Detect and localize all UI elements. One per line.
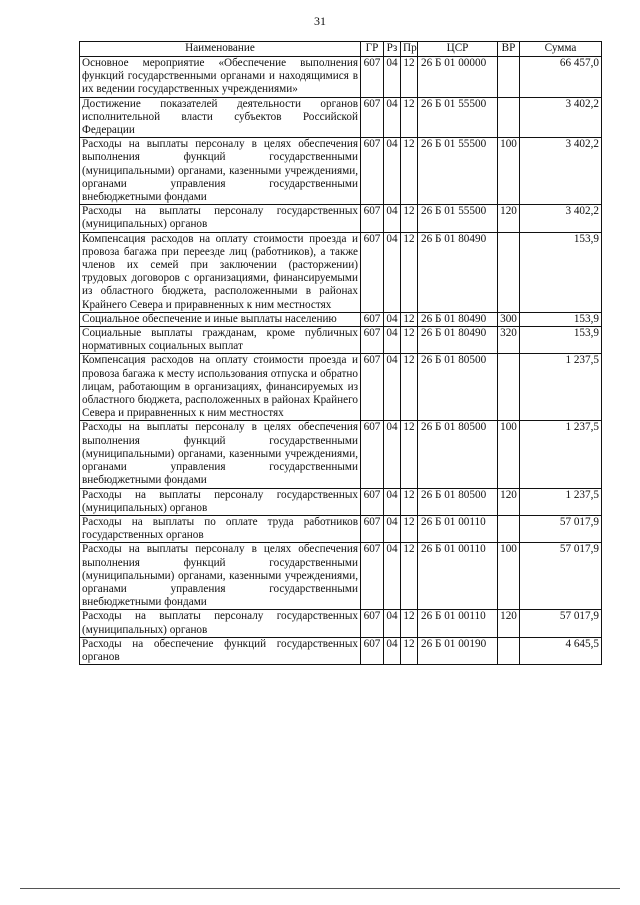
cell-name: Расходы на выплаты по оплате труда работников государственных органов bbox=[80, 515, 361, 542]
column-header-name: Наименование bbox=[80, 42, 361, 57]
cell-pr: 12 bbox=[401, 488, 418, 515]
table-row bbox=[80, 327, 602, 354]
table-body bbox=[80, 57, 602, 665]
cell-rz: 04 bbox=[384, 312, 401, 326]
table-row bbox=[80, 138, 602, 205]
cell-vr bbox=[498, 97, 520, 138]
cell-pr: 12 bbox=[401, 232, 418, 312]
cell-rz: 04 bbox=[384, 97, 401, 138]
cell-rz: 04 bbox=[384, 57, 401, 98]
cell-sum: 57 017,9 bbox=[520, 610, 602, 637]
cell-sum: 1 237,5 bbox=[520, 421, 602, 488]
cell-pr: 12 bbox=[401, 57, 418, 98]
cell-csr: 26 Б 01 00110 bbox=[418, 515, 498, 542]
cell-pr: 12 bbox=[401, 354, 418, 421]
cell-sum: 4 645,5 bbox=[520, 637, 602, 664]
cell-sum: 153,9 bbox=[520, 232, 602, 312]
cell-vr: 100 bbox=[498, 138, 520, 205]
cell-gr: 607 bbox=[361, 232, 384, 312]
cell-vr: 100 bbox=[498, 543, 520, 610]
header-row bbox=[80, 42, 602, 57]
cell-pr: 12 bbox=[401, 97, 418, 138]
table-row bbox=[80, 610, 602, 637]
column-header-gr: ГР bbox=[361, 42, 384, 57]
cell-csr: 26 Б 01 80490 bbox=[418, 312, 498, 326]
cell-vr: 120 bbox=[498, 205, 520, 232]
cell-gr: 607 bbox=[361, 354, 384, 421]
table-row bbox=[80, 515, 602, 542]
cell-csr: 26 Б 01 00190 bbox=[418, 637, 498, 664]
cell-csr: 26 Б 01 55500 bbox=[418, 205, 498, 232]
cell-sum: 3 402,2 bbox=[520, 205, 602, 232]
footer-divider bbox=[20, 888, 620, 889]
cell-csr: 26 Б 01 80500 bbox=[418, 421, 498, 488]
cell-gr: 607 bbox=[361, 97, 384, 138]
cell-rz: 04 bbox=[384, 543, 401, 610]
cell-csr: 26 Б 01 80500 bbox=[418, 354, 498, 421]
cell-csr: 26 Б 01 00110 bbox=[418, 610, 498, 637]
cell-sum: 1 237,5 bbox=[520, 354, 602, 421]
cell-sum: 3 402,2 bbox=[520, 97, 602, 138]
cell-name: Расходы на выплаты персоналу в целях обеспечения выполнения функций государственными (муниципальными) органами, казенными учреждениями, органами управления государственными внебюджетными фондами bbox=[80, 138, 361, 205]
column-header-csr: ЦСР bbox=[418, 42, 498, 57]
table-header bbox=[80, 42, 602, 57]
cell-name: Основное мероприятие «Обеспечение выполнения функций государственными органами и находящимися в их ведении государственных учреждениями» bbox=[80, 57, 361, 98]
column-header-pr: Пр bbox=[401, 42, 418, 57]
cell-sum: 153,9 bbox=[520, 327, 602, 354]
cell-vr: 320 bbox=[498, 327, 520, 354]
cell-vr bbox=[498, 637, 520, 664]
cell-rz: 04 bbox=[384, 232, 401, 312]
column-header-sum: Сумма bbox=[520, 42, 602, 57]
cell-gr: 607 bbox=[361, 57, 384, 98]
budget-table bbox=[79, 41, 602, 665]
cell-sum: 3 402,2 bbox=[520, 138, 602, 205]
cell-rz: 04 bbox=[384, 327, 401, 354]
cell-rz: 04 bbox=[384, 637, 401, 664]
cell-rz: 04 bbox=[384, 610, 401, 637]
cell-name: Расходы на выплаты персоналу государственных (муниципальных) органов bbox=[80, 610, 361, 637]
cell-name: Социальные выплаты гражданам, кроме публичных нормативных социальных выплат bbox=[80, 327, 361, 354]
cell-gr: 607 bbox=[361, 543, 384, 610]
cell-gr: 607 bbox=[361, 637, 384, 664]
cell-rz: 04 bbox=[384, 421, 401, 488]
cell-sum: 66 457,0 bbox=[520, 57, 602, 98]
cell-sum: 153,9 bbox=[520, 312, 602, 326]
column-header-vr: ВР bbox=[498, 42, 520, 57]
cell-csr: 26 Б 01 80490 bbox=[418, 327, 498, 354]
cell-pr: 12 bbox=[401, 205, 418, 232]
table-row bbox=[80, 354, 602, 421]
cell-pr: 12 bbox=[401, 138, 418, 205]
cell-rz: 04 bbox=[384, 354, 401, 421]
cell-csr: 26 Б 01 80500 bbox=[418, 488, 498, 515]
table-row bbox=[80, 97, 602, 138]
page-number: 31 bbox=[314, 14, 326, 28]
cell-csr: 26 Б 01 00110 bbox=[418, 543, 498, 610]
cell-vr: 100 bbox=[498, 421, 520, 488]
table-row bbox=[80, 312, 602, 326]
cell-csr: 26 Б 01 00000 bbox=[418, 57, 498, 98]
cell-vr: 300 bbox=[498, 312, 520, 326]
cell-csr: 26 Б 01 80490 bbox=[418, 232, 498, 312]
cell-name: Достижение показателей деятельности органов исполнительной власти субъектов Российской Федерации bbox=[80, 97, 361, 138]
cell-pr: 12 bbox=[401, 312, 418, 326]
cell-name: Расходы на обеспечение функций государственных органов bbox=[80, 637, 361, 664]
table-row bbox=[80, 488, 602, 515]
table-row bbox=[80, 232, 602, 312]
cell-gr: 607 bbox=[361, 610, 384, 637]
cell-pr: 12 bbox=[401, 610, 418, 637]
cell-vr bbox=[498, 515, 520, 542]
cell-rz: 04 bbox=[384, 515, 401, 542]
table-row bbox=[80, 421, 602, 488]
table-row bbox=[80, 637, 602, 664]
cell-name: Компенсация расходов на оплату стоимости проезда и провоза багажа к месту использования отпуска и обратно лицам, работающим в организациях, финансируемых из областного бюджета, расположенных в районах Крайнего Севера и приравненных к ним местностях bbox=[80, 354, 361, 421]
cell-name: Расходы на выплаты персоналу в целях обеспечения выполнения функций государственными (муниципальными) органами, казенными учреждениями, органами управления государственными внебюджетными фондами bbox=[80, 421, 361, 488]
cell-name: Расходы на выплаты персоналу государственных (муниципальных) органов bbox=[80, 488, 361, 515]
cell-rz: 04 bbox=[384, 205, 401, 232]
cell-vr bbox=[498, 232, 520, 312]
cell-gr: 607 bbox=[361, 327, 384, 354]
cell-name: Социальное обеспечение и иные выплаты населению bbox=[80, 312, 361, 326]
cell-vr bbox=[498, 354, 520, 421]
cell-pr: 12 bbox=[401, 515, 418, 542]
table-row bbox=[80, 205, 602, 232]
cell-pr: 12 bbox=[401, 637, 418, 664]
cell-csr: 26 Б 01 55500 bbox=[418, 138, 498, 205]
cell-sum: 1 237,5 bbox=[520, 488, 602, 515]
cell-sum: 57 017,9 bbox=[520, 543, 602, 610]
cell-vr: 120 bbox=[498, 610, 520, 637]
cell-rz: 04 bbox=[384, 138, 401, 205]
cell-gr: 607 bbox=[361, 488, 384, 515]
cell-name: Расходы на выплаты персоналу государственных (муниципальных) органов bbox=[80, 205, 361, 232]
cell-pr: 12 bbox=[401, 543, 418, 610]
cell-sum: 57 017,9 bbox=[520, 515, 602, 542]
cell-name: Компенсация расходов на оплату стоимости проезда и провоза багажа при переезде лиц (работников), а также членов их семей при заключении (расторжении) трудовых договоров с организациями, финансируемыми из областного бюджета, расположенными в районах Крайнего Севера и приравненных к ним местностях bbox=[80, 232, 361, 312]
cell-pr: 12 bbox=[401, 421, 418, 488]
cell-gr: 607 bbox=[361, 515, 384, 542]
table-row bbox=[80, 543, 602, 610]
cell-gr: 607 bbox=[361, 312, 384, 326]
cell-name: Расходы на выплаты персоналу в целях обеспечения выполнения функций государственными (муниципальными) органами, казенными учреждениями, органами управления государственными внебюджетными фондами bbox=[80, 543, 361, 610]
cell-gr: 607 bbox=[361, 421, 384, 488]
column-header-rz: Рз bbox=[384, 42, 401, 57]
cell-vr bbox=[498, 57, 520, 98]
cell-pr: 12 bbox=[401, 327, 418, 354]
cell-gr: 607 bbox=[361, 138, 384, 205]
cell-rz: 04 bbox=[384, 488, 401, 515]
cell-vr: 120 bbox=[498, 488, 520, 515]
table-row bbox=[80, 57, 602, 98]
cell-gr: 607 bbox=[361, 205, 384, 232]
cell-csr: 26 Б 01 55500 bbox=[418, 97, 498, 138]
